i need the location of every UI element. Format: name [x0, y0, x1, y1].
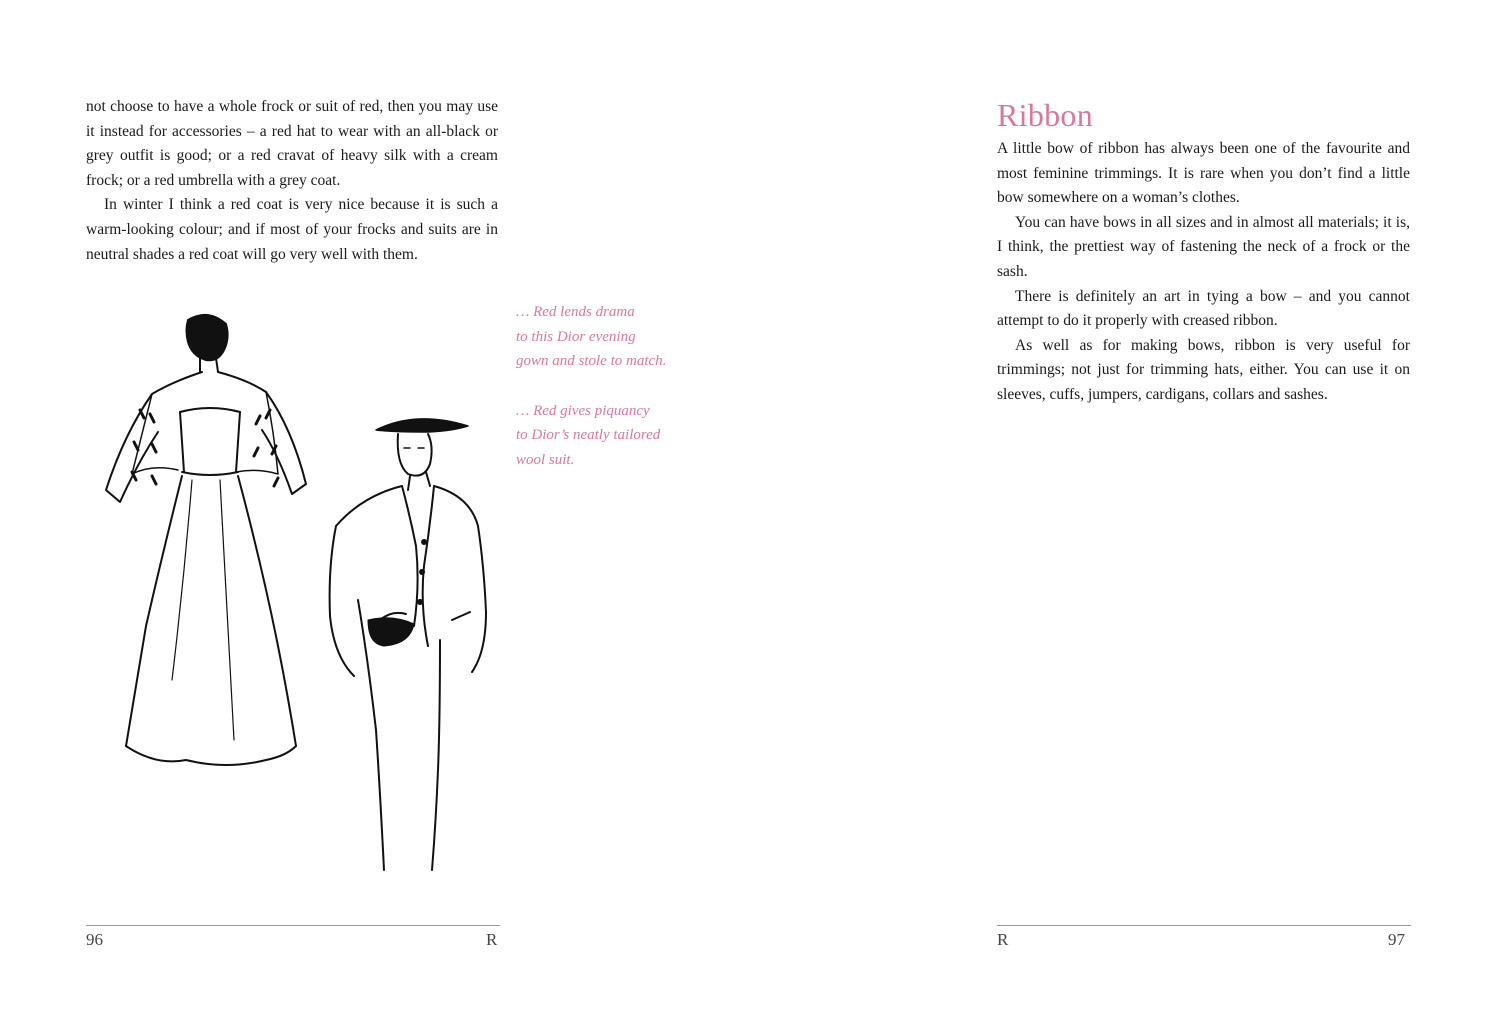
footer-rule — [86, 925, 500, 926]
footer-rule — [997, 925, 1411, 926]
page-number: 97 — [1388, 930, 1405, 949]
paragraph: A little bow of ribbon has always been one of the favourite and most feminine trimmings. It is rare when you don’t find a little bow somewhere on a woman’s clothes. — [997, 140, 1410, 207]
right-page — [750, 0, 1500, 1032]
caption-line: to Dior’s neatly tailored — [516, 427, 661, 443]
paragraph: There is definitely an art in tying a bow – and you cannot attempt to do it properly with creased ribbon. — [997, 287, 1410, 330]
caption-line: to this Dior evening — [516, 328, 636, 345]
caption-wool-suit — [516, 399, 686, 473]
section-title: Ribbon — [997, 97, 1094, 133]
evening-gown-figure — [106, 315, 306, 765]
fashion-illustration — [80, 300, 500, 875]
caption-line: gown and stole to match. — [516, 353, 667, 369]
illustration-captions — [516, 300, 686, 497]
paragraph: You can have bows in all sizes and in almost all materials; it is, I think, the prettiest way of fastening the neck of a frock or the sash. — [997, 213, 1410, 280]
paragraph: not choose to have a whole frock or suit of red, then you may use it instead for accessories – a red hat to wear with an all-black or grey outfit is good; or a red cravat of heavy silk with a cream frock; or a red umbrella with a grey coat. — [86, 98, 498, 189]
running-letter: R — [997, 930, 1009, 949]
caption-evening-gown — [516, 300, 686, 374]
left-body-text — [86, 95, 498, 267]
caption-line: wool suit. — [516, 451, 575, 468]
paragraph: In winter I think a red coat is very nice because it is such a warm-looking colour; and if most of your frocks and suits are in neutral shades a red coat will go very well with them. — [86, 196, 498, 263]
caption-line: … Red lends drama — [516, 304, 635, 320]
paragraph: As well as for making bows, ribbon is very useful for trimmings; not just for trimming hats, either. You can use it on sleeves, cuffs, jumpers, cardigans, collars and sashes. — [997, 336, 1410, 403]
caption-line: … Red gives piquancy — [516, 402, 650, 419]
running-letter: R — [486, 930, 498, 949]
tailored-suit-figure — [330, 419, 486, 870]
right-body-text — [997, 137, 1410, 408]
page-number: 96 — [86, 930, 103, 949]
